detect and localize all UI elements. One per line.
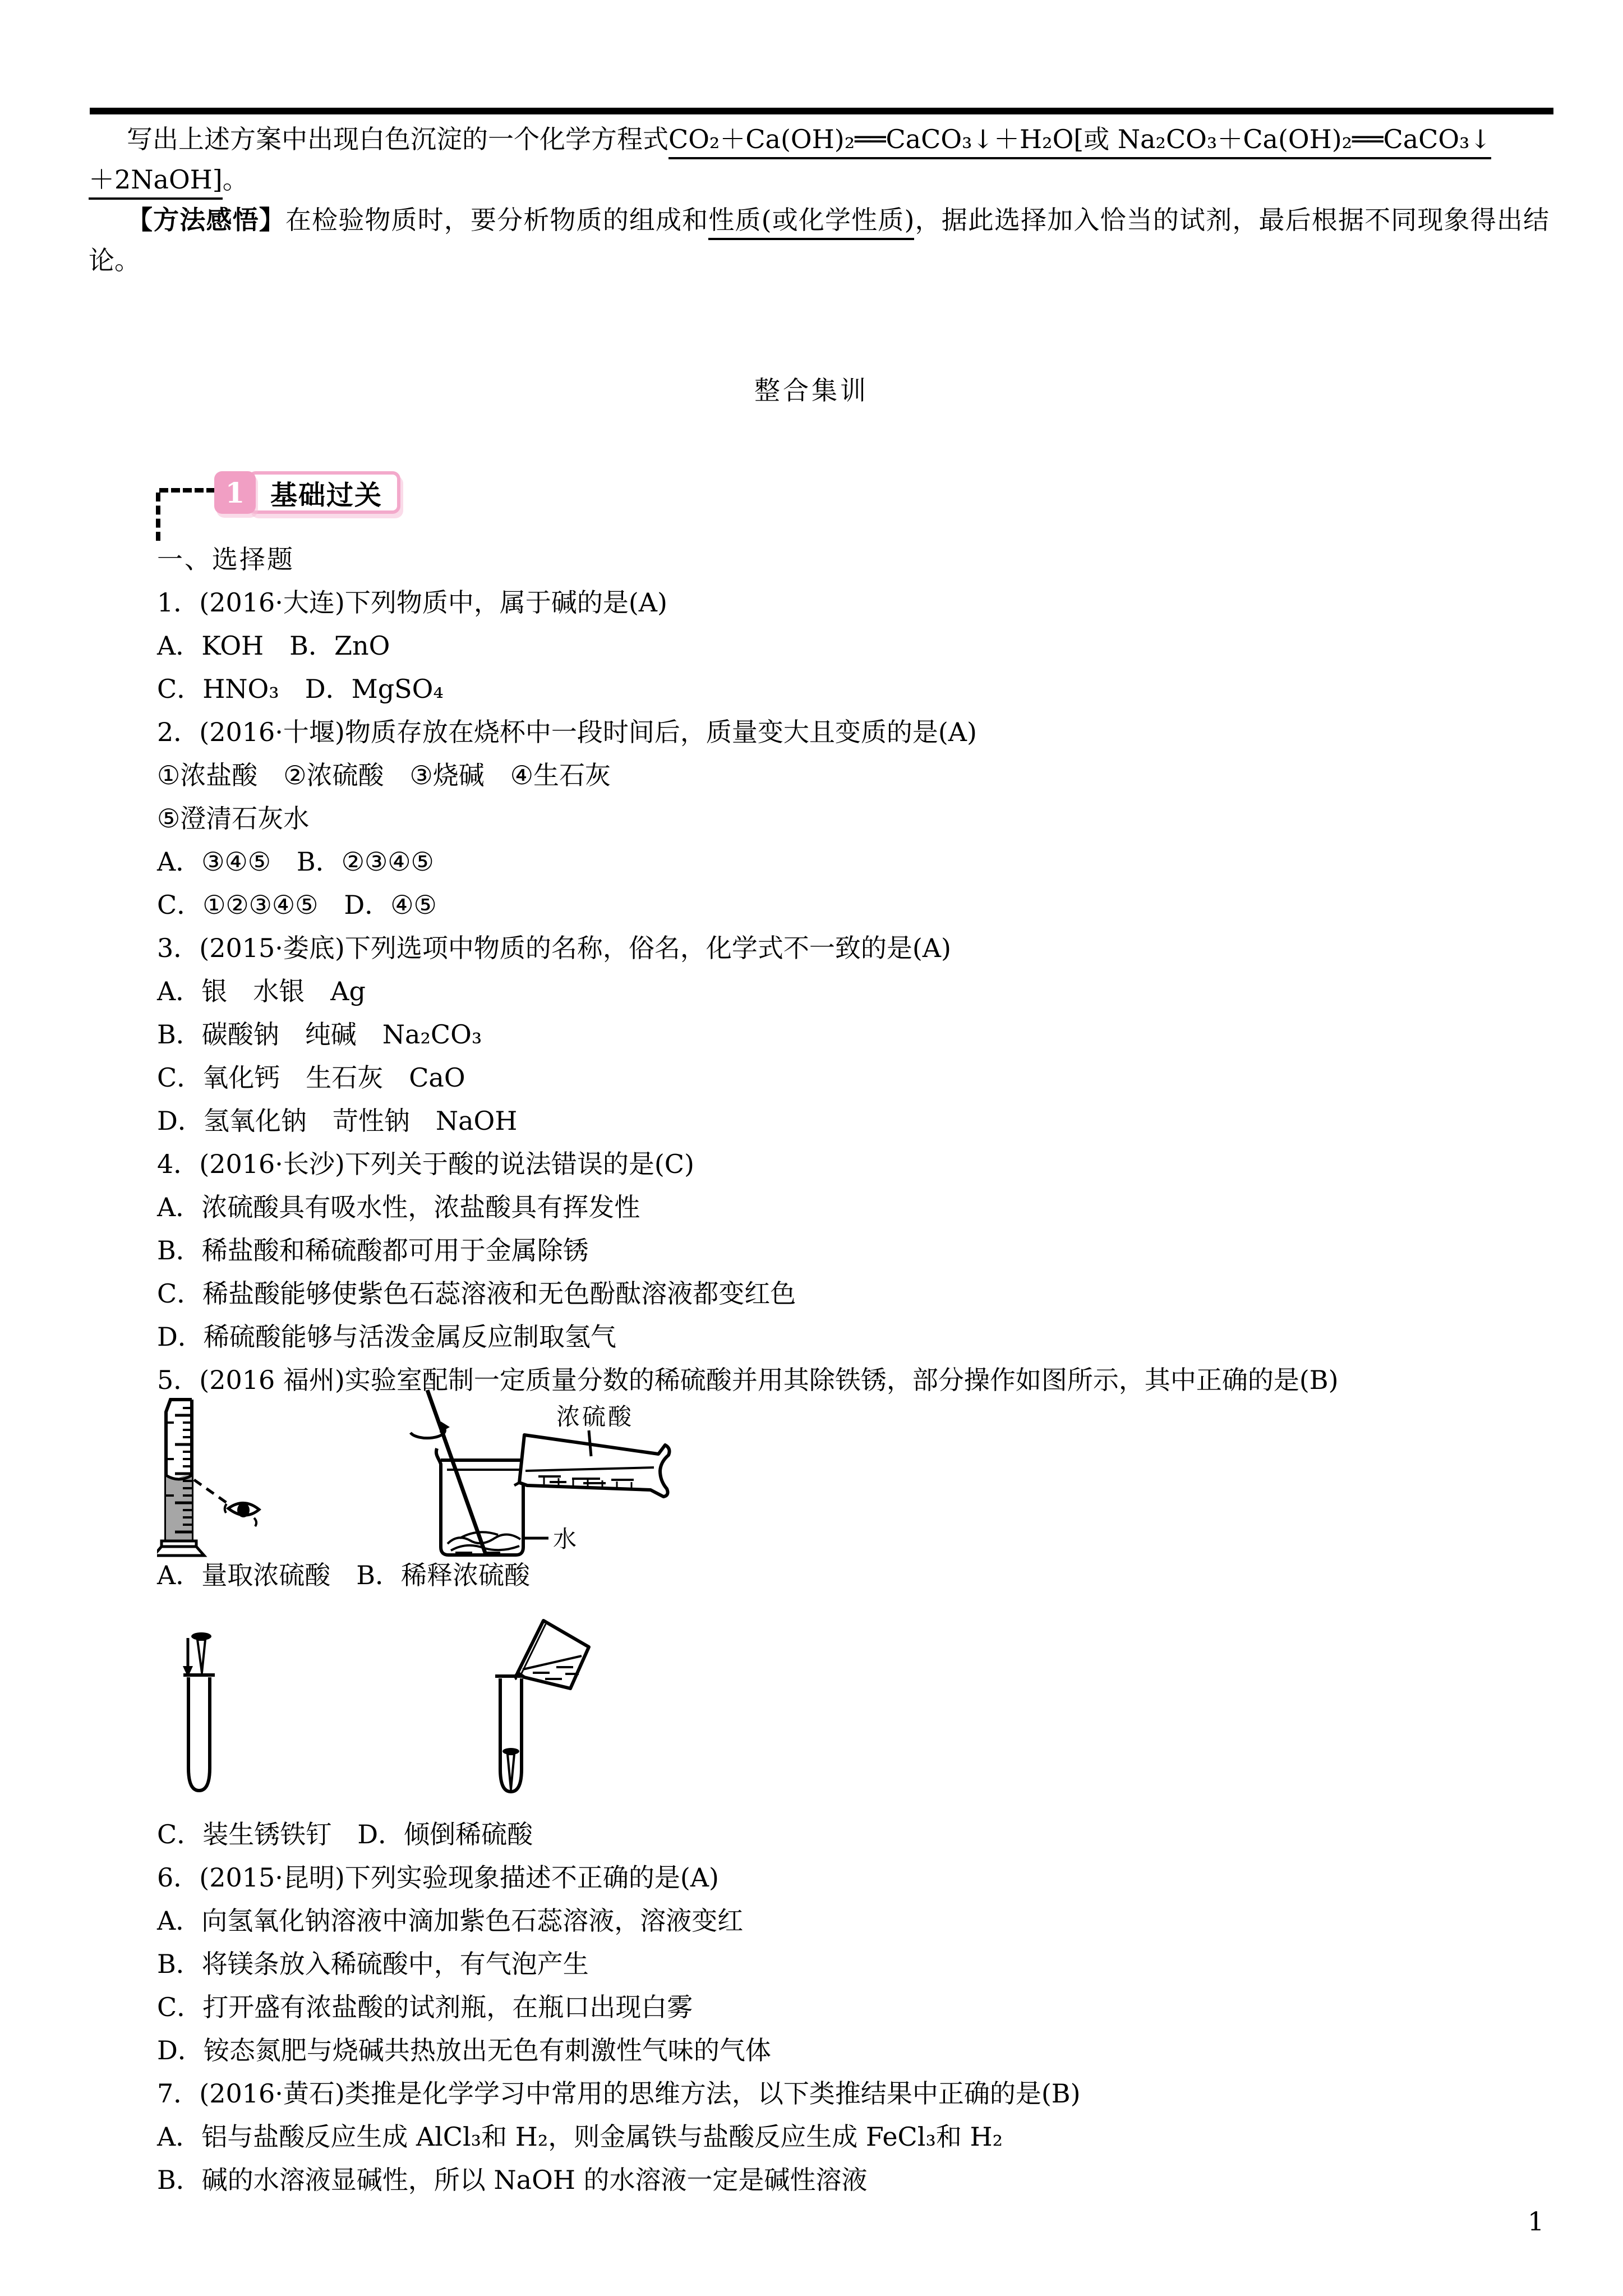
badge-label: 基础过关: [248, 471, 400, 514]
eye-icon: [225, 1503, 259, 1526]
text-line: D．稀硫酸能够与活泼金属反应制取氢气: [157, 1322, 616, 1352]
text-line: D．氢氧化钠 苛性钠 NaOH: [157, 1106, 518, 1136]
down-arrow-icon: [183, 1638, 193, 1677]
section-heading: 整合集训: [754, 375, 869, 406]
part-heading: 一、选择题: [157, 544, 294, 574]
text-line: 6．(2015·昆明)下列实验现象描述不正确的是(A): [157, 1862, 719, 1893]
text-line: B．碱的水溶液显碱性，所以 NaOH 的水溶液一定是碱性溶液: [157, 2165, 868, 2195]
stirring-rod-icon: [427, 1390, 485, 1553]
page-number: 1: [1528, 2206, 1544, 2237]
text-line: C．HNO₃ D．MgSO₄: [157, 674, 444, 704]
text-line: A．银 水银 Ag: [157, 976, 366, 1006]
dashed-connector-vertical: [156, 493, 160, 541]
badge-number: 1: [214, 471, 256, 514]
graduated-cylinder-icon: [157, 1400, 204, 1556]
figure-question5-cd: [157, 1604, 617, 1801]
method-note-suffix: ，据此选择加入恰当的试剂，最后根据不同现象得出结论。: [89, 205, 1550, 275]
text-line: 1．(2016·大连)下列物质中，属于碱的是(A): [157, 587, 667, 618]
question-lines-block-1: [157, 581, 1570, 1402]
equation-paragraph: [89, 119, 1549, 200]
chemical-equation-continuation: ＋2NaOH]: [89, 164, 223, 200]
dashed-connector-horizontal: [159, 488, 215, 493]
method-note-underlined: 性质(或化学性质): [708, 205, 914, 240]
text-line: C．稀盐酸能够使紫色石蕊溶液和无色酚酞溶液都变红色: [157, 1278, 796, 1309]
text-line: ①浓盐酸 ②浓硫酸 ③烧碱 ④生石灰: [157, 760, 611, 790]
top-rule: [90, 108, 1553, 114]
text-line: A．浓硫酸具有吸水性，浓盐酸具有挥发性: [157, 1192, 640, 1222]
caption-options-ab: A．量取浓硫酸 B．稀释浓硫酸: [157, 1560, 531, 1590]
test-tube-with-nail-icon: [495, 1676, 527, 1792]
text-line: 7．(2016·黄石)类推是化学学习中常用的思维方法，以下类推结果中正确的是(B): [157, 2078, 1081, 2109]
lab-operations-figure-2: [157, 1604, 617, 1801]
text-line: A．铝与盐酸反应生成 AlCl₃和 H₂，则金属铁与盐酸反应生成 FeCl₃和 H₂: [157, 2122, 1003, 2152]
text-line: A．③④⑤ B．②③④⑤: [157, 846, 434, 877]
nail-icon: [191, 1632, 211, 1673]
equation-line-1: [89, 119, 1549, 159]
section-badge: [156, 470, 414, 543]
caption-options-cd: C．装生锈铁钉 D．倾倒稀硫酸: [157, 1819, 533, 1849]
lab-operations-figure-1: [157, 1386, 673, 1562]
text-line: 2．(2016·十堰)物质存放在烧杯中一段时间后，质量变大且变质的是(A): [157, 717, 977, 747]
sight-dashed-line: [194, 1480, 236, 1509]
text-line: 3．(2015·娄底)下列选项中物质的名称，俗名，化学式不一致的是(A): [157, 933, 951, 963]
text-line: B．稀盐酸和稀硫酸都可用于金属除锈: [157, 1235, 589, 1266]
chemical-equation-underlined: CO₂＋Ca(OH)₂══CaCO₃↓＋H₂O[或 Na₂CO₃＋Ca(OH)₂══CaCO₃↓: [668, 124, 1491, 159]
text-line: C．氧化钙 生石灰 CaO: [157, 1062, 465, 1093]
text-line: A．向氢氧化钠溶液中滴加紫色石蕊溶液，溶液变红: [157, 1906, 744, 1936]
figure-question5-ab: [157, 1386, 673, 1562]
equation-period: 。: [222, 164, 248, 195]
method-note-paragraph: [89, 200, 1549, 280]
text-line: C．①②③④⑤ D．④⑤: [157, 890, 437, 920]
method-note-tag: 【方法感悟】: [127, 205, 285, 235]
text-line: B．将镁条放入稀硫酸中，有气泡产生: [157, 1949, 589, 1979]
text-line: 4．(2016·长沙)下列关于酸的说法错误的是(C): [157, 1149, 694, 1179]
pouring-beaker-icon: [515, 1621, 589, 1688]
text-line: 5．(2016 福州)实验室配制一定质量分数的稀硫酸并用其除铁锈，部分操作如图所示，其中正确的是(B): [157, 1365, 1339, 1395]
equation-intro-text: 写出上述方案中出现白色沉淀的一个化学方程式: [127, 124, 668, 154]
equation-line-2: [89, 159, 1549, 200]
text-line: D．铵态氮肥与烧碱共热放出无色有刺激性气味的气体: [157, 2035, 771, 2065]
text-line: B．碳酸钠 纯碱 Na₂CO₃: [157, 1019, 482, 1050]
water-label: 水: [553, 1525, 577, 1553]
badge: [214, 471, 400, 514]
method-note-prefix: 在检验物质时，要分析物质的组成和: [285, 205, 709, 235]
test-tube-icon: [183, 1675, 215, 1791]
pouring-cylinder-icon: [514, 1435, 670, 1497]
acid-label: 浓硫酸: [556, 1403, 634, 1430]
text-line: C．打开盛有浓盐酸的试剂瓶，在瓶口出现白雾: [157, 1992, 693, 2022]
text-line: A．KOH B．ZnO: [157, 631, 390, 661]
text-line: ⑤澄清石灰水: [157, 803, 310, 834]
question-lines-block-2: [157, 1856, 1570, 2202]
